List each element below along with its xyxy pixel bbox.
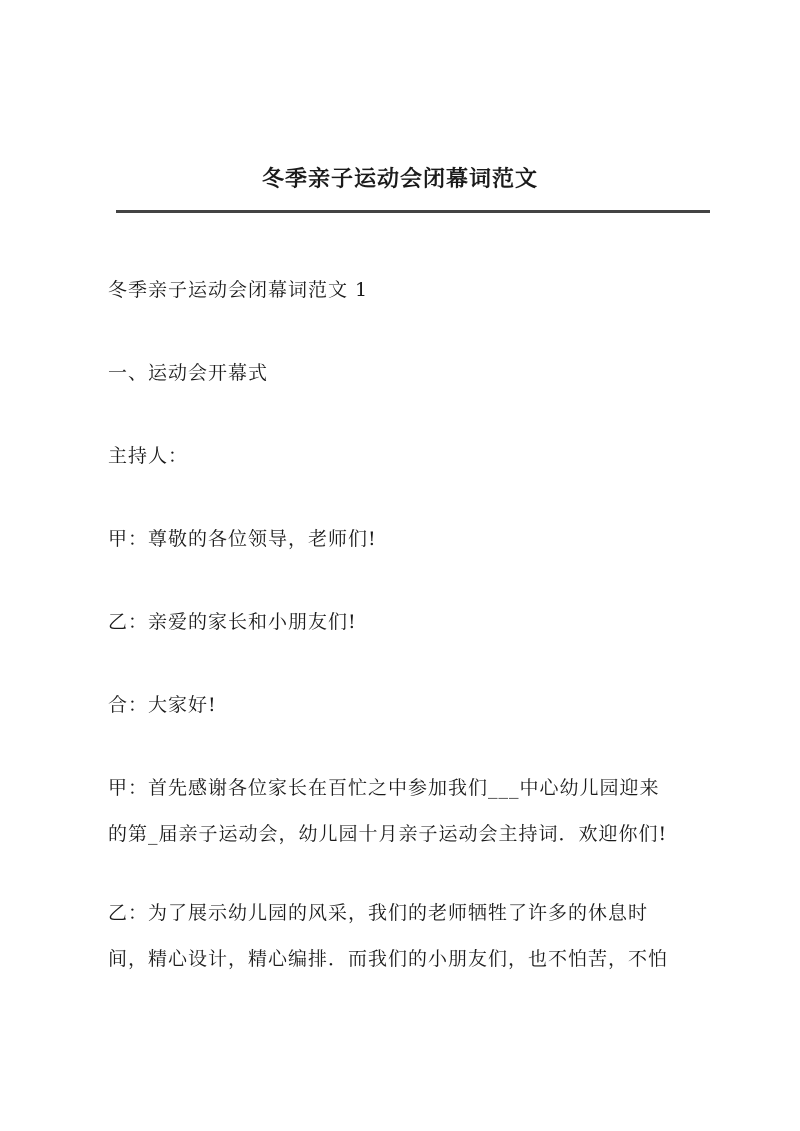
paragraph-line: 一、运动会开幕式 — [108, 362, 269, 384]
paragraph-host — [108, 433, 708, 479]
paragraph-line: 合：大家好! — [108, 694, 217, 716]
paragraph-line: 主持人： — [108, 445, 189, 467]
paragraph-jia-welcome — [108, 765, 708, 857]
paragraph-line: 冬季亲子运动会闭幕词范文 1 — [108, 279, 369, 301]
paragraph-line: 甲：首先感谢各位家长在百忙之中参加我们___中心幼儿园迎来 — [108, 777, 660, 799]
paragraph-together-greeting — [108, 682, 708, 728]
paragraph-line: 乙：亲爱的家长和小朋友们! — [108, 611, 357, 633]
paragraph-line: 乙：为了展示幼儿园的风采，我们的老师牺牲了许多的休息时 — [108, 902, 649, 924]
title-divider — [116, 210, 710, 213]
paragraph-yi-greeting — [108, 599, 708, 645]
paragraph-yi-showcase — [108, 890, 708, 982]
paragraph-line: 的第_届亲子运动会，幼儿园十月亲子运动会主持词．欢迎你们! — [108, 823, 668, 845]
paragraph-line: 甲：尊敬的各位领导，老师们! — [108, 528, 377, 550]
document-title: 冬季亲子运动会闭幕词范文 — [261, 166, 538, 192]
paragraph-heading — [108, 267, 708, 313]
paragraph-section-title — [108, 350, 708, 396]
paragraph-line: 间，精心设计，精心编排．而我们的小朋友们，也不怕苦，不怕 — [108, 948, 669, 970]
paragraph-jia-greeting — [108, 516, 708, 562]
